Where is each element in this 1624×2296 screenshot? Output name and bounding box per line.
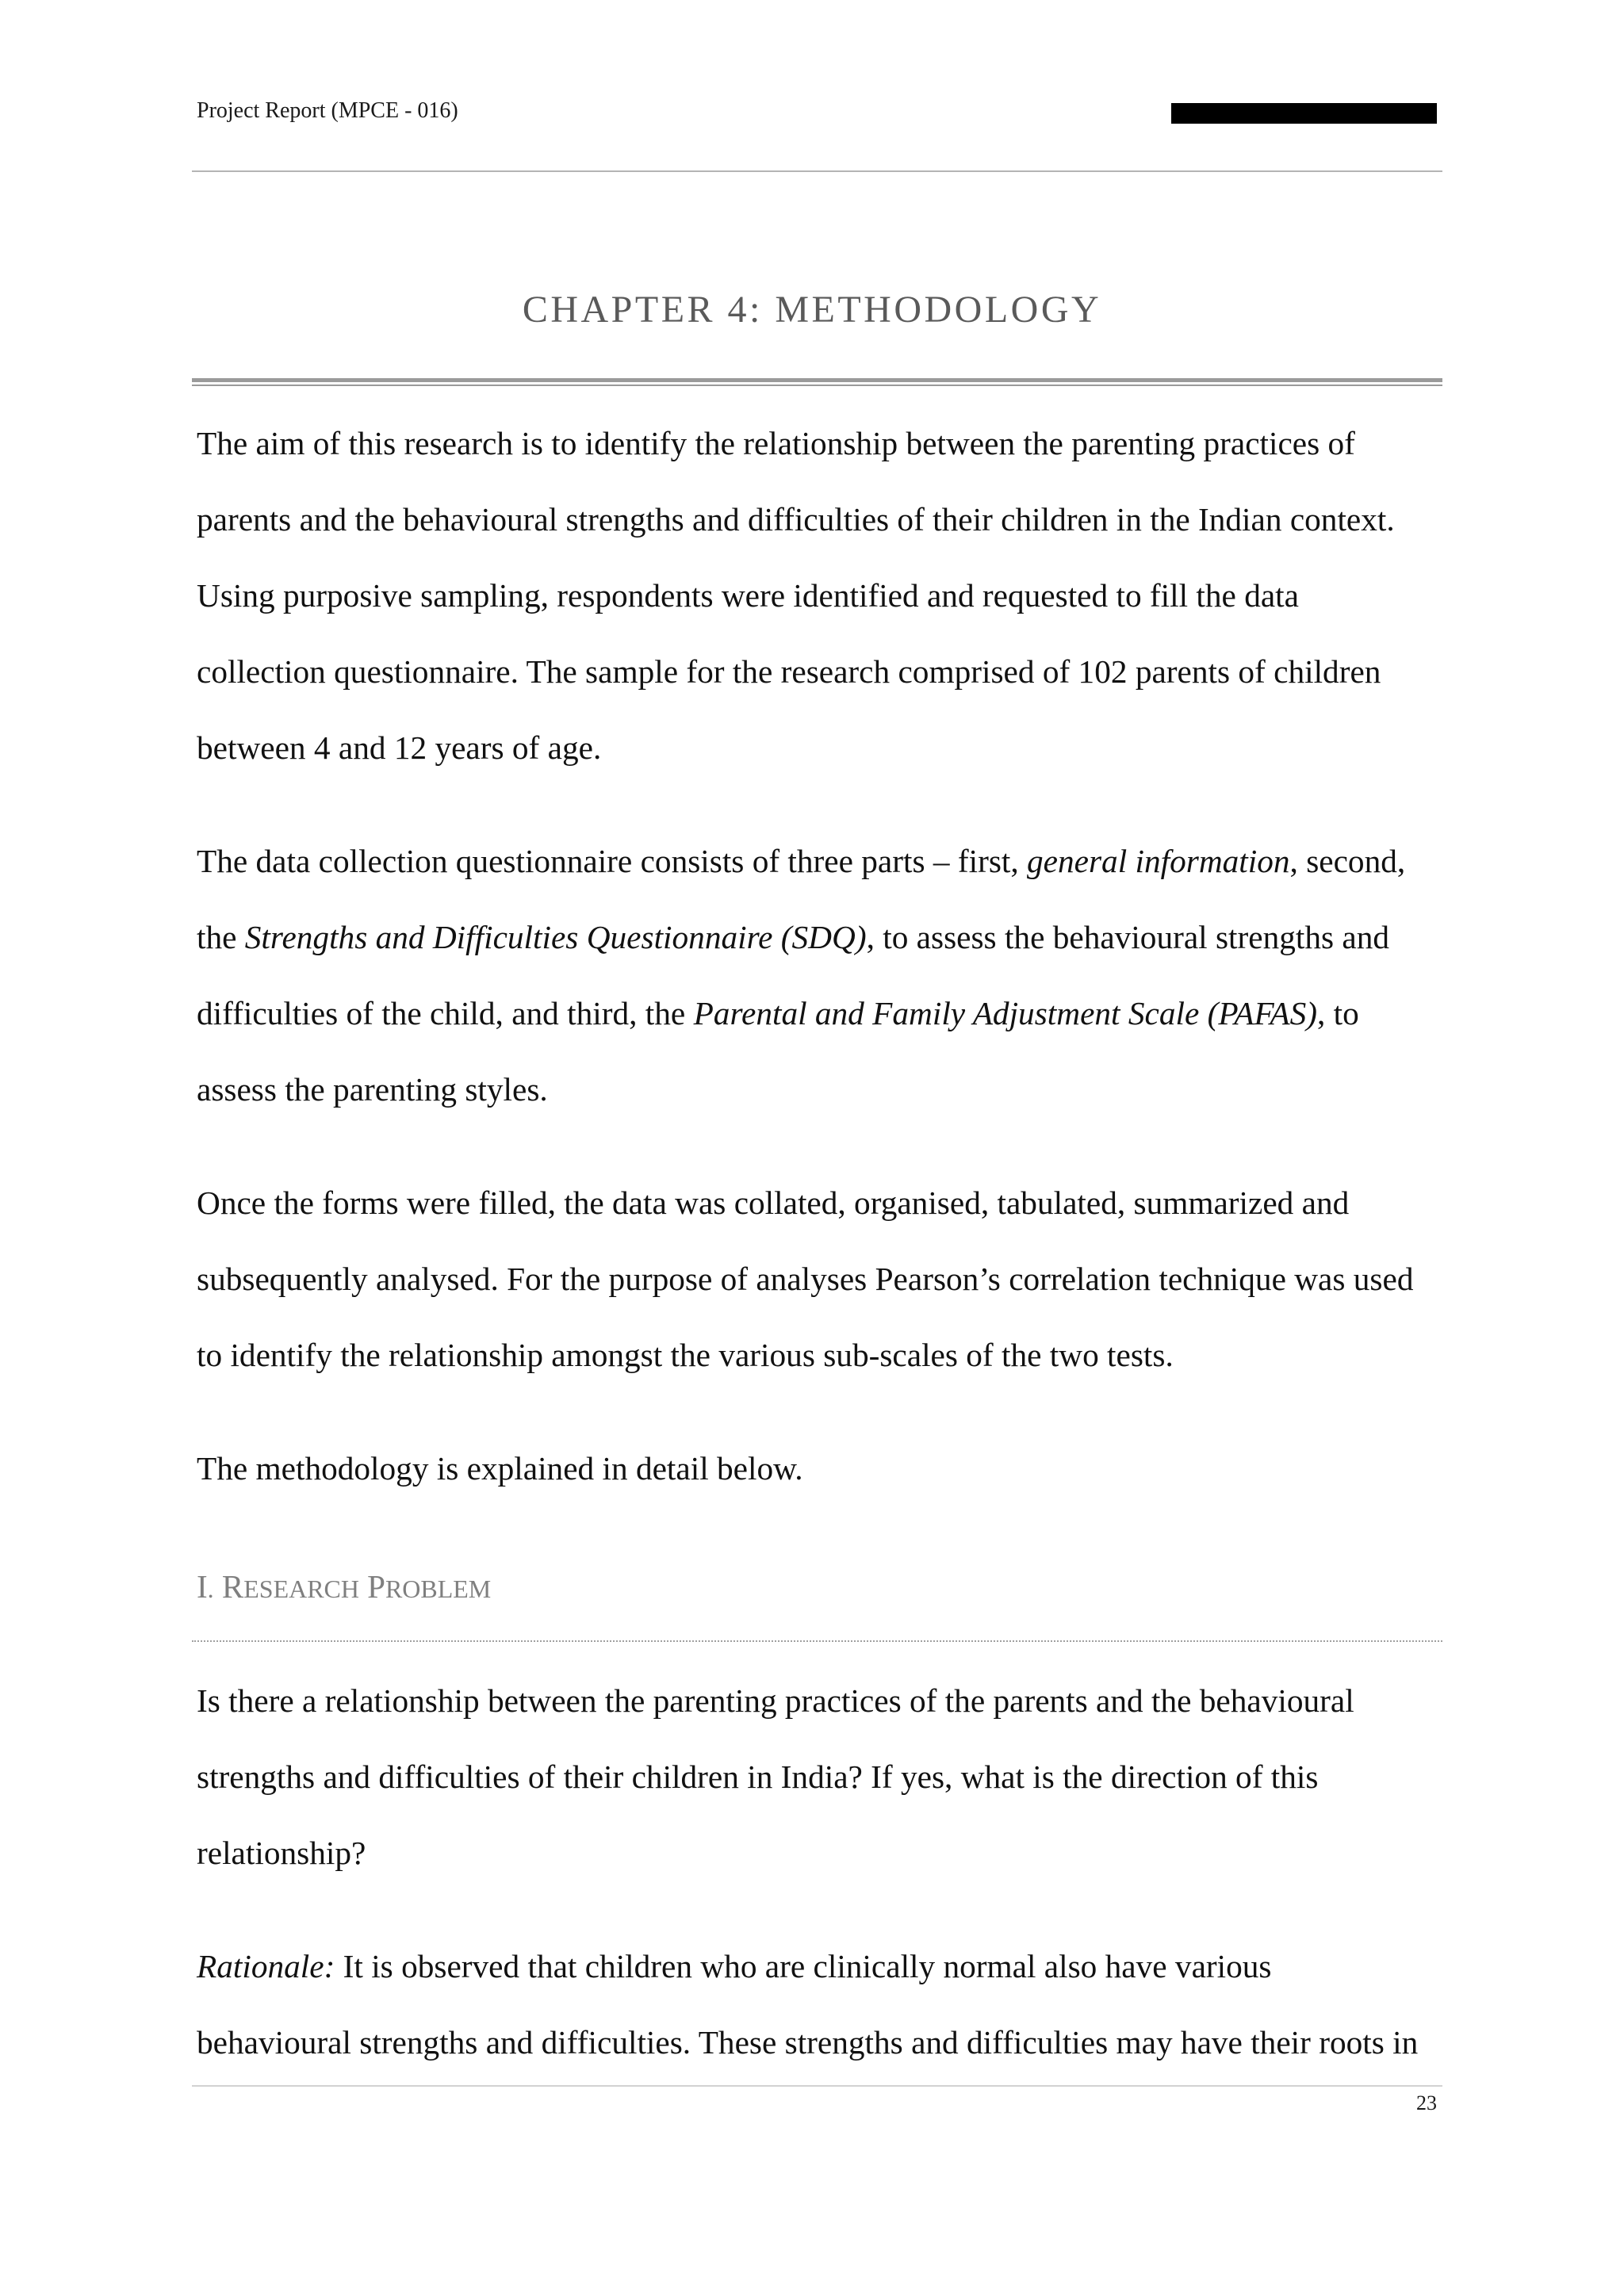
text-line [197,481,1434,557]
text-line [197,823,1434,899]
emphasis-text: Parental and Family Adjustment Scale (PAFAS) [693,995,1318,1031]
chapter-title-double-rule [192,378,1442,386]
text-line [197,1317,1434,1393]
emphasis-text: Strengths and Difficulties Questionnaire (SDQ) [244,919,867,955]
text-line [197,1241,1434,1317]
text-segment: parents and the behavioural strengths and difficulties of their children in the Indian context. [197,501,1395,538]
text-segment: The aim of this research is to identify the relationship between the parenting practices of [197,425,1355,461]
text-line [197,1663,1434,1739]
footer-divider [192,2085,1442,2087]
paragraph-aim [197,405,1434,786]
text-segment: Once the forms were filled, the data was collated, organised, tabulated, summarized and [197,1184,1350,1221]
text-line [197,405,1434,481]
text-line [197,1815,1434,1891]
text-line [197,710,1434,786]
paragraph-research-question [197,1663,1434,1891]
paragraph-methodology-intro [197,1430,1434,1506]
small-caps-fragment: . [207,1575,214,1603]
redaction-bar [1171,103,1437,124]
text-segment: Is there a relationship between the parenting practices of the parents and the behavioural [197,1682,1354,1719]
paragraph-analysis [197,1165,1434,1393]
section-heading-research-problem: I. RESEARCH PROBLEM [197,1568,492,1605]
text-line [197,633,1434,710]
small-caps-fragment: ROBLEM [385,1575,492,1603]
text-segment: collection questionnaire. The sample for the research comprised of 102 parents of children [197,653,1381,690]
paragraph-rationale [197,1928,1434,2080]
text-segment: between 4 and 12 years of age. [197,729,602,766]
chapter-title: CHAPTER 4: METHODOLOGY [522,289,1102,331]
text-line [197,1739,1434,1815]
text-line [197,1051,1434,1127]
text-segment: to identify the relationship amongst the various sub-scales of the two tests. [197,1337,1174,1373]
text-segment: difficulties of the child, and third, the [197,995,694,1031]
text-segment: strengths and difficulties of their children in India? If yes, what is the direction of this [197,1758,1319,1795]
text-line [197,1928,1434,2004]
text-segment: Using purposive sampling, respondents were identified and requested to fill the data [197,577,1299,614]
text-segment: the [197,919,245,955]
text-line [197,975,1434,1051]
text-line [197,1430,1434,1506]
paragraph-questionnaire [197,823,1434,1127]
text-segment: The methodology is explained in detail below. [197,1450,803,1487]
text-segment: , second, [1289,843,1406,879]
text-segment: It is observed that children who are clinically normal also have various [335,1948,1272,1984]
text-segment: subsequently analysed. For the purpose of analyses Pearson’s correlation technique was used [197,1261,1414,1297]
text-line [197,557,1434,633]
small-caps-fragment: ESEARCH [243,1575,359,1603]
text-segment: , to assess the behavioural strengths and [866,919,1390,955]
emphasis-text: general information [1027,843,1290,879]
text-line [197,1165,1434,1241]
text-segment: behavioural strengths and difficulties. These strengths and difficulties may have their roots in [197,2024,1419,2061]
text-segment: relationship? [197,1835,366,1871]
header-divider [192,170,1442,172]
page-number: 23 [1416,2091,1437,2114]
text-segment: The data collection questionnaire consists of three parts – first, [197,843,1028,879]
report-header-title: Project Report (MPCE - 016) [197,98,458,123]
text-segment: , to [1317,995,1359,1031]
section-heading-dotted-rule [192,1640,1442,1642]
text-line [197,2004,1434,2080]
text-segment: assess the parenting styles. [197,1071,548,1108]
emphasis-text: Rationale: [197,1948,335,1984]
text-line [197,899,1434,975]
